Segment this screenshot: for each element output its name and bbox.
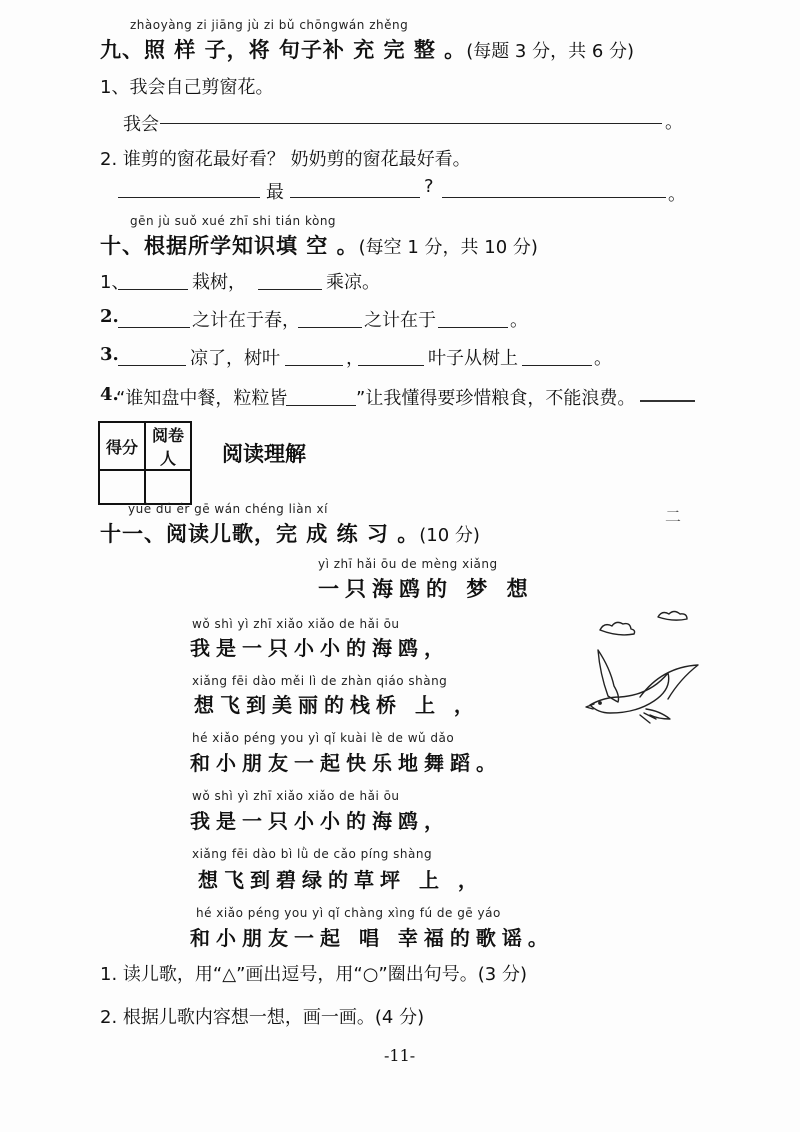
answer-blank[interactable] bbox=[118, 365, 186, 366]
poem-line-3-pinyin: hé xiǎo péng you yì qǐ kuài lè de wǔ dǎo bbox=[192, 731, 455, 745]
fill-item-2-end: 。 bbox=[510, 310, 528, 331]
score-cell[interactable] bbox=[99, 470, 145, 504]
section9-q2-end: 。 bbox=[668, 184, 686, 205]
answer-blank[interactable] bbox=[358, 365, 424, 366]
answer-blank[interactable] bbox=[258, 289, 322, 290]
section-title-reading: 阅读理解 bbox=[222, 442, 306, 466]
section11-pinyin: yuè dú ér gē wán chéng liàn xí bbox=[128, 502, 328, 516]
reading-question-1: 1. 读儿歌，用“△”画出逗号，用“○”圈出句号。(3 分) bbox=[100, 964, 527, 985]
answer-blank[interactable] bbox=[290, 197, 420, 198]
section9-q1-end: 。 bbox=[665, 112, 683, 133]
fill-item-4-a: “谁知盘中餐，粒粒皆 bbox=[116, 388, 288, 409]
section9-note: (每题 3 分，共 6 分) bbox=[466, 41, 635, 62]
poem-line-6-pinyin: hé xiǎo péng you yì qǐ chàng xìng fú de gē yáo bbox=[196, 906, 501, 920]
section9-q2-q: ? bbox=[424, 176, 434, 197]
margin-mark: 二 bbox=[665, 507, 682, 526]
poem-line-5-pinyin: xiǎng fēi dào bì lǜ de cǎo píng shàng bbox=[192, 847, 433, 861]
poem-title: 一只海鸥的 梦 想 bbox=[318, 577, 534, 601]
fill-item-3-num: 3. bbox=[100, 344, 119, 365]
fill-item-3-end: 。 bbox=[594, 348, 612, 369]
poem-line-1-pinyin: wǒ shì yì zhī xiǎo xiǎo de hǎi ōu bbox=[192, 617, 400, 631]
score-label: 得分 bbox=[99, 422, 145, 470]
fill-item-1-num: 1、 bbox=[100, 272, 130, 293]
poem-line-2: 想飞到美丽的栈桥 上 ， bbox=[194, 693, 480, 717]
section11-heading-text: 十一、阅读儿歌，完 成 练 习 。 bbox=[100, 522, 420, 546]
page-number: -11- bbox=[384, 1046, 416, 1065]
section11-note: (10 分) bbox=[419, 525, 480, 546]
fill-item-3-b: ， bbox=[346, 348, 364, 369]
answer-blank[interactable] bbox=[160, 123, 662, 124]
fill-item-3-a: 凉了，树叶 bbox=[190, 348, 280, 369]
section10-heading-text: 十、根据所学知识填 空 。 bbox=[100, 234, 359, 258]
poem-line-2-pinyin: xiǎng fēi dào měi lì de zhàn qiáo shàng bbox=[192, 674, 448, 688]
fill-item-1-a: 栽树， bbox=[192, 272, 246, 293]
reading-question-2: 2. 根据儿歌内容想一想，画一画。(4 分) bbox=[100, 1007, 425, 1028]
fill-item-1-b: 乘凉。 bbox=[326, 272, 380, 293]
fill-item-2-b: 之计在于 bbox=[364, 310, 436, 331]
poem-line-4-pinyin: wǒ shì yì zhī xiǎo xiǎo de hǎi ōu bbox=[192, 789, 400, 803]
answer-blank[interactable] bbox=[286, 405, 356, 406]
answer-blank[interactable] bbox=[118, 289, 188, 290]
section9-q1-prefix: 我会 bbox=[123, 114, 159, 135]
grader-cell[interactable] bbox=[145, 470, 191, 504]
answer-blank[interactable] bbox=[118, 327, 190, 328]
fill-item-3-c: 叶子从树上 bbox=[428, 348, 518, 369]
section9-heading-text: 九、照 样 子，将 句子补 充 完 整 。 bbox=[100, 38, 467, 62]
section10-pinyin: gēn jù suǒ xué zhī shi tián kòng bbox=[130, 214, 337, 228]
fill-item-2-a: 之计在于春， bbox=[192, 310, 300, 331]
answer-blank[interactable] bbox=[442, 197, 666, 198]
answer-blank[interactable] bbox=[438, 327, 508, 328]
poem-title-pinyin: yì zhī hǎi ōu de mèng xiǎng bbox=[318, 557, 498, 571]
answer-blank[interactable] bbox=[285, 365, 343, 366]
section9-q2: 2. 谁剪的窗花最好看？ 奶奶剪的窗花最好看。 bbox=[100, 149, 471, 170]
cloud-icon bbox=[600, 622, 635, 635]
grader-label: 阅卷人 bbox=[145, 422, 191, 470]
fill-item-4-b: ”让我懂得要珍惜粮食，不能浪费。 bbox=[356, 388, 636, 409]
section9-pinyin: zhàoyàng zi jiāng jù zi bǔ chōngwán zhěng bbox=[130, 18, 409, 32]
section9-q1: 1、我会自己剪窗花。 bbox=[100, 77, 274, 98]
fill-item-2-num: 2. bbox=[100, 306, 119, 327]
cloud-icon bbox=[658, 612, 687, 621]
poem-line-1: 我是一只小小的海鸥， bbox=[190, 636, 450, 660]
scan-mark bbox=[640, 400, 695, 402]
answer-blank[interactable] bbox=[298, 327, 362, 328]
answer-blank[interactable] bbox=[118, 197, 260, 198]
answer-blank[interactable] bbox=[522, 365, 592, 366]
poem-line-4: 我是一只小小的海鸥， bbox=[190, 809, 450, 833]
score-box bbox=[98, 421, 192, 505]
section11-heading bbox=[100, 518, 480, 548]
poem-line-6: 和小朋友一起 唱 幸福的歌谣。 bbox=[190, 926, 554, 950]
fill-item-4-num: 4. bbox=[100, 384, 119, 405]
poem-line-3: 和小朋友一起快乐地舞蹈。 bbox=[190, 751, 502, 775]
section10-note: (每空 1 分，共 10 分) bbox=[358, 237, 538, 258]
section10-heading bbox=[100, 230, 538, 260]
seagull-illustration bbox=[580, 605, 710, 725]
poem-line-5: 想飞到碧绿的草坪 上 ， bbox=[198, 868, 484, 892]
section9-heading bbox=[100, 34, 634, 64]
section9-q2-mid: 最 bbox=[266, 182, 284, 203]
